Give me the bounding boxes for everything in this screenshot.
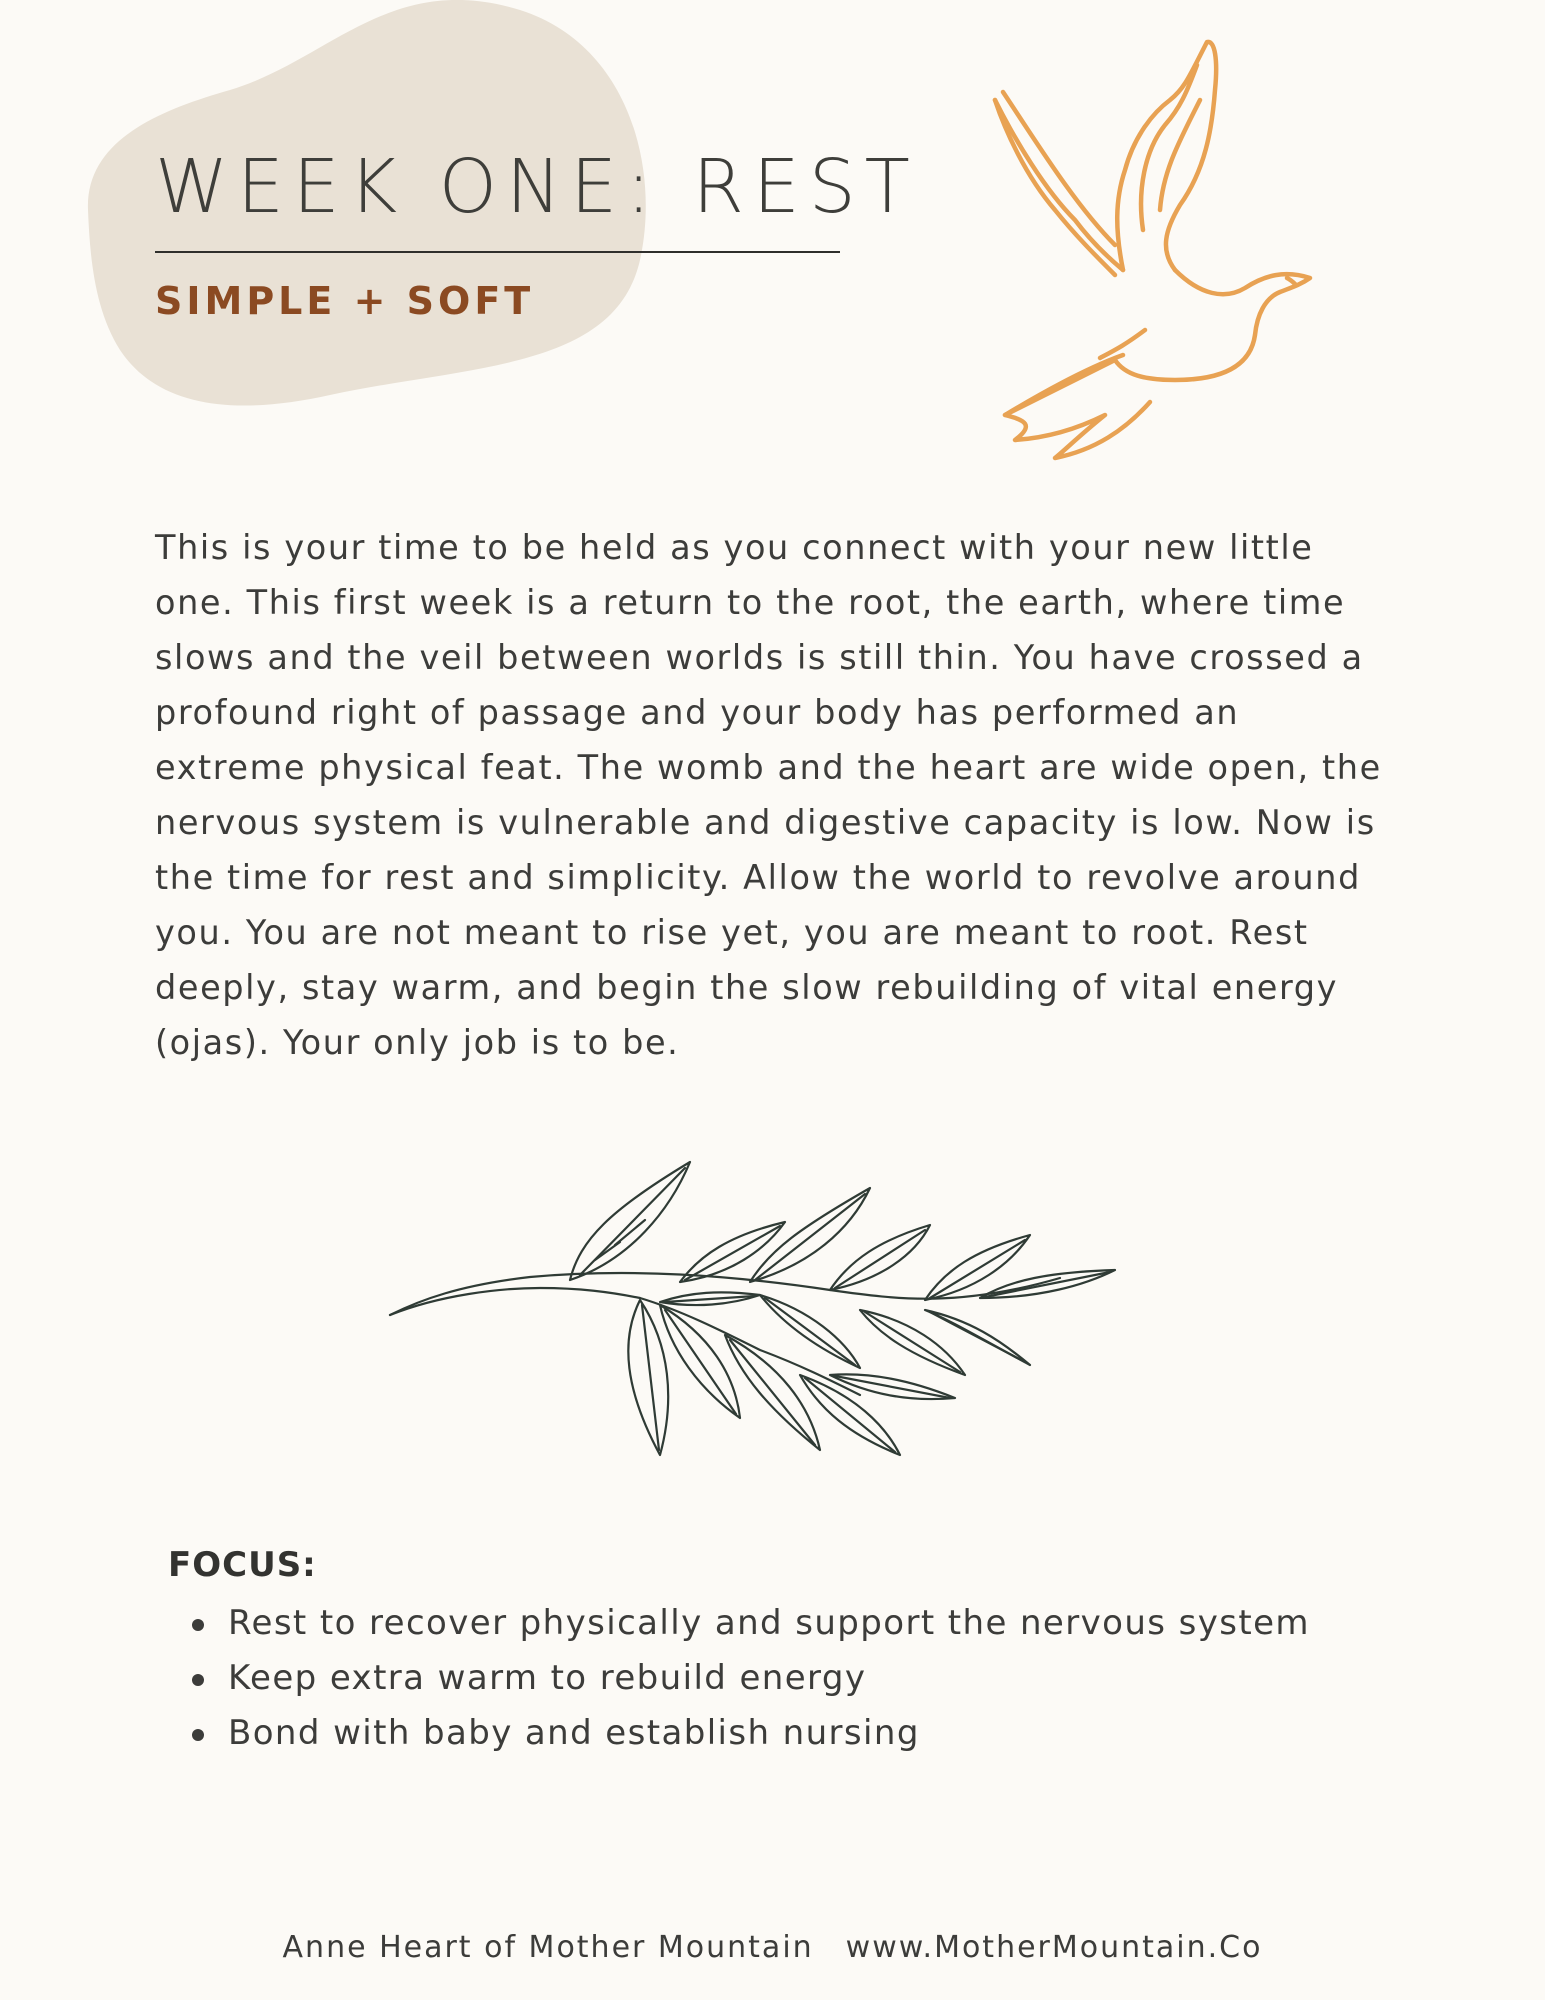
intro-paragraph: This is your time to be held as you connect with your new little one. This first week is a return to the root, the earth, where time slows and the veil between worlds is still thin. You have crossed a profound right of passage and your body has performed an extreme physical feat. The womb and the heart are wide open, the nervous system is vulnerable and digestive capacity is low. Now is the time for rest and simplicity. Allow the world to revolve around you. You are not meant to rise yet, you are meant to root. Rest deeply, stay warm, and begin the slow rebuilding of vital energy (ojas). Your only job is to be. xyxy=(155,528,1382,1062)
list-item xyxy=(188,1651,1310,1706)
footer xyxy=(0,1930,1545,1965)
list-item xyxy=(188,1596,1310,1651)
focus-item-text: Bond with baby and establish nursing xyxy=(228,1713,920,1753)
page-subtitle: SIMPLE + SOFT xyxy=(155,279,535,323)
dove-icon xyxy=(975,30,1355,470)
focus-heading: FOCUS: xyxy=(168,1545,317,1585)
olive-branch-icon xyxy=(380,1150,1130,1480)
focus-item-text: Rest to recover physically and support the nervous system xyxy=(228,1603,1310,1643)
bullet-icon xyxy=(192,1729,204,1741)
title-underline xyxy=(155,251,840,253)
footer-author: Anne Heart of Mother Mountain xyxy=(282,1930,814,1965)
list-item xyxy=(188,1706,1310,1761)
bullet-icon xyxy=(192,1674,204,1686)
bullet-icon xyxy=(192,1619,204,1631)
focus-item-text: Keep extra warm to rebuild energy xyxy=(228,1658,867,1698)
page-title: WEEK ONE: REST xyxy=(155,144,919,230)
focus-list xyxy=(188,1596,1310,1761)
footer-website-link[interactable]: www.MotherMountain.Co xyxy=(845,1930,1263,1965)
